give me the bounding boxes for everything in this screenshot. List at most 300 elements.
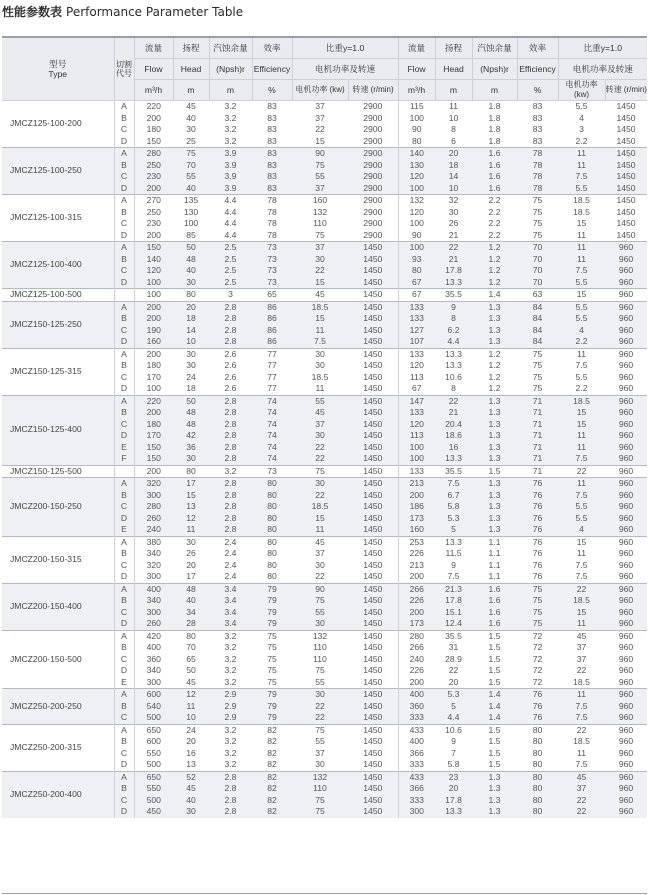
table-cell: B bbox=[114, 313, 134, 325]
table-cell: 2.8 bbox=[209, 325, 252, 337]
table-cell: 1450 bbox=[348, 395, 398, 407]
table-cell: 1.5 bbox=[472, 654, 517, 666]
table-cell: A bbox=[114, 689, 134, 701]
table-cell: 1450 bbox=[348, 242, 398, 254]
table-cell: 30 bbox=[173, 348, 209, 360]
table-cell: 11 bbox=[558, 618, 605, 630]
table-cell: 15 bbox=[292, 513, 348, 525]
table-cell: 80 bbox=[517, 806, 558, 818]
motor-left: 电机功率及转速 bbox=[292, 59, 398, 80]
table-cell: 200 bbox=[134, 465, 173, 478]
table-cell: 1.5 bbox=[472, 642, 517, 654]
table-cell: 45 bbox=[173, 783, 209, 795]
table-cell: 120 bbox=[398, 419, 435, 431]
table-cell: 63 bbox=[517, 289, 558, 302]
table-cell: 75 bbox=[292, 160, 348, 172]
table-cell: 2900 bbox=[348, 148, 398, 160]
table-cell: 75 bbox=[252, 665, 292, 677]
table-cell: 3.4 bbox=[209, 595, 252, 607]
table-cell: 11 bbox=[558, 478, 605, 490]
table-cell: 22 bbox=[435, 395, 472, 407]
table-cell: 2900 bbox=[348, 160, 398, 172]
table-cell: 1450 bbox=[348, 289, 398, 302]
table-cell: 1450 bbox=[348, 759, 398, 771]
table-row bbox=[2, 630, 647, 642]
table-cell: 1450 bbox=[605, 113, 647, 125]
table-cell: 77 bbox=[252, 348, 292, 360]
table-cell: 7.5 bbox=[558, 560, 605, 572]
table-cell: 4.4 bbox=[435, 712, 472, 724]
model-type: JMCZ250-200-315 bbox=[2, 724, 114, 771]
table-cell: 2.8 bbox=[209, 453, 252, 465]
table-cell: 1450 bbox=[348, 748, 398, 760]
table-cell: 960 bbox=[605, 301, 647, 313]
table-cell: 1450 bbox=[348, 419, 398, 431]
table-cell: 37 bbox=[558, 783, 605, 795]
table-cell: 74 bbox=[252, 419, 292, 431]
table-cell: 200 bbox=[398, 571, 435, 583]
table-cell: 22 bbox=[292, 571, 348, 583]
table-cell: 5.5 bbox=[558, 501, 605, 513]
table-cell: 22 bbox=[292, 124, 348, 136]
power-unit-left: 电机功率 (kw) bbox=[292, 80, 348, 101]
table-cell: 1.3 bbox=[472, 783, 517, 795]
table-cell: 55 bbox=[292, 736, 348, 748]
table-cell: 2900 bbox=[348, 207, 398, 219]
model-type: JMCZ250-200-250 bbox=[2, 689, 114, 725]
table-cell: 7 bbox=[435, 748, 472, 760]
table-cell: 79 bbox=[252, 595, 292, 607]
table-cell: 35.5 bbox=[435, 289, 472, 302]
table-cell: 6.7 bbox=[435, 490, 472, 502]
table-cell: 15.1 bbox=[435, 607, 472, 619]
table-cell: 1450 bbox=[605, 136, 647, 148]
table-cell: 40 bbox=[173, 265, 209, 277]
table-cell: 960 bbox=[605, 465, 647, 478]
table-cell: 280 bbox=[398, 630, 435, 642]
table-cell: 45 bbox=[173, 101, 209, 113]
table-cell: 5.5 bbox=[558, 513, 605, 525]
table-cell: 550 bbox=[134, 783, 173, 795]
table-cell: 76 bbox=[517, 478, 558, 490]
table-cell: 76 bbox=[517, 501, 558, 513]
table-cell: 960 bbox=[605, 277, 647, 289]
table-cell: 18 bbox=[435, 160, 472, 172]
table-cell: 78 bbox=[517, 183, 558, 195]
table-cell: 960 bbox=[605, 524, 647, 536]
table-cell: 2.8 bbox=[209, 313, 252, 325]
eff-cn-right: 效率 bbox=[517, 37, 558, 59]
flow-unit-left: m³/h bbox=[134, 80, 173, 101]
table-cell: 960 bbox=[605, 654, 647, 666]
table-cell: B bbox=[114, 736, 134, 748]
table-cell: 10 bbox=[173, 712, 209, 724]
table-cell: 84 bbox=[517, 336, 558, 348]
table-cell: 100 bbox=[398, 442, 435, 454]
table-cell: 132 bbox=[398, 195, 435, 207]
table-cell: E bbox=[114, 677, 134, 689]
table-cell: D bbox=[114, 136, 134, 148]
table-cell: 76 bbox=[517, 701, 558, 713]
table-cell: 90 bbox=[398, 124, 435, 136]
table-cell: 40 bbox=[173, 795, 209, 807]
table-cell: 5.5 bbox=[558, 101, 605, 113]
table-cell: 80 bbox=[252, 536, 292, 548]
model-type: JMCZ125-100-250 bbox=[2, 148, 114, 195]
table-cell: 78 bbox=[252, 218, 292, 230]
table-cell: 1450 bbox=[348, 571, 398, 583]
table-cell: 6.2 bbox=[435, 325, 472, 337]
table-cell: C bbox=[114, 372, 134, 384]
table-cell: 226 bbox=[398, 665, 435, 677]
table-cell: 960 bbox=[605, 348, 647, 360]
table-cell: 48 bbox=[173, 254, 209, 266]
table-cell: 160 bbox=[134, 336, 173, 348]
table-cell: C bbox=[114, 795, 134, 807]
table-cell: 1450 bbox=[605, 148, 647, 160]
table-cell: 960 bbox=[605, 325, 647, 337]
table-row bbox=[2, 689, 647, 701]
table-cell: 18.5 bbox=[558, 195, 605, 207]
table-cell: 86 bbox=[252, 313, 292, 325]
table-cell: 13.3 bbox=[435, 806, 472, 818]
table-cell: 75 bbox=[517, 372, 558, 384]
table-cell: 40 bbox=[173, 183, 209, 195]
table-cell: 75 bbox=[292, 724, 348, 736]
table-cell: 3.2 bbox=[209, 736, 252, 748]
table-cell: 200 bbox=[398, 607, 435, 619]
table-cell: 70 bbox=[173, 642, 209, 654]
table-cell: 960 bbox=[605, 560, 647, 572]
table-cell: 8 bbox=[435, 124, 472, 136]
eff-en-left: Efficiency bbox=[252, 59, 292, 80]
table-cell: 83 bbox=[517, 101, 558, 113]
table-cell: 133 bbox=[398, 407, 435, 419]
table-cell: 11 bbox=[558, 548, 605, 560]
table-cell: 15 bbox=[558, 419, 605, 431]
table-cell: 28.9 bbox=[435, 654, 472, 666]
table-cell: 3.9 bbox=[209, 183, 252, 195]
table-cell: 200 bbox=[398, 490, 435, 502]
speed-unit-left: 转速 (r/min) bbox=[348, 80, 398, 101]
table-cell: 5.5 bbox=[558, 183, 605, 195]
table-cell: 50 bbox=[173, 665, 209, 677]
table-cell: 22 bbox=[435, 665, 472, 677]
table-cell: 230 bbox=[134, 218, 173, 230]
table-cell: 1450 bbox=[348, 677, 398, 689]
table-cell: 340 bbox=[134, 665, 173, 677]
table-cell: 500 bbox=[134, 795, 173, 807]
table-cell: 30 bbox=[292, 360, 348, 372]
table-cell: 24 bbox=[173, 372, 209, 384]
table-cell: 84 bbox=[517, 325, 558, 337]
table-cell: 73 bbox=[252, 265, 292, 277]
table-cell: 80 bbox=[252, 560, 292, 572]
table-cell: 340 bbox=[134, 595, 173, 607]
table-row bbox=[2, 583, 647, 595]
table-cell: 1450 bbox=[348, 806, 398, 818]
table-cell: 360 bbox=[398, 701, 435, 713]
table-cell: 82 bbox=[252, 759, 292, 771]
table-cell: 260 bbox=[134, 618, 173, 630]
table-cell: 78 bbox=[517, 148, 558, 160]
table-cell: 7.5 bbox=[558, 360, 605, 372]
table-cell: 1450 bbox=[605, 183, 647, 195]
table-cell: 11 bbox=[292, 524, 348, 536]
table-cell: 79 bbox=[252, 618, 292, 630]
table-cell: 300 bbox=[134, 607, 173, 619]
table-cell: 20 bbox=[173, 736, 209, 748]
table-cell: 72 bbox=[517, 665, 558, 677]
table-cell: 2.8 bbox=[209, 336, 252, 348]
table-cell: A bbox=[114, 478, 134, 490]
table-cell: 1.3 bbox=[472, 325, 517, 337]
table-cell: 113 bbox=[398, 372, 435, 384]
table-cell: D bbox=[114, 336, 134, 348]
table-cell: 120 bbox=[134, 265, 173, 277]
table-cell: 2.5 bbox=[209, 254, 252, 266]
table-cell: 45 bbox=[558, 630, 605, 642]
table-cell: 30 bbox=[173, 806, 209, 818]
page-title bbox=[2, 3, 243, 20]
table-cell: 35.5 bbox=[435, 630, 472, 642]
table-cell: 86 bbox=[252, 325, 292, 337]
table-cell: 2.8 bbox=[209, 430, 252, 442]
table-cell: 82 bbox=[252, 736, 292, 748]
table-cell: 1.1 bbox=[472, 560, 517, 572]
table-cell: 22 bbox=[558, 806, 605, 818]
table-cell: 70 bbox=[517, 265, 558, 277]
power-unit-right: 电机功率 (kw) bbox=[558, 80, 605, 101]
table-cell: B bbox=[114, 360, 134, 372]
table-cell: E bbox=[114, 524, 134, 536]
table-cell: 960 bbox=[605, 595, 647, 607]
table-cell: 960 bbox=[605, 630, 647, 642]
flow-en-right: Flow bbox=[398, 59, 435, 80]
table-cell: 22 bbox=[558, 665, 605, 677]
table-cell: 366 bbox=[398, 748, 435, 760]
table-cell: 130 bbox=[398, 160, 435, 172]
table-cell: 2.8 bbox=[209, 301, 252, 313]
table-cell: 3.2 bbox=[209, 465, 252, 478]
table-cell: 86 bbox=[252, 301, 292, 313]
table-cell: 2900 bbox=[348, 171, 398, 183]
table-cell: 22 bbox=[292, 265, 348, 277]
flow-unit-right: m³/h bbox=[398, 80, 435, 101]
table-cell: 1450 bbox=[348, 712, 398, 724]
table-cell: 37 bbox=[292, 548, 348, 560]
table-cell: 24 bbox=[173, 724, 209, 736]
table-cell: 1450 bbox=[348, 795, 398, 807]
table-cell: 75 bbox=[292, 595, 348, 607]
table-cell: 1.2 bbox=[472, 348, 517, 360]
table-cell: C bbox=[114, 419, 134, 431]
table-cell: 1.3 bbox=[472, 524, 517, 536]
head-cn-right: 扬程 bbox=[435, 37, 472, 59]
table-cell: 35.5 bbox=[435, 465, 472, 478]
table-cell: 366 bbox=[398, 783, 435, 795]
table-cell: 3.2 bbox=[209, 654, 252, 666]
table-cell: 4.4 bbox=[209, 230, 252, 242]
table-cell: 4.4 bbox=[435, 336, 472, 348]
table-cell: 18.5 bbox=[558, 395, 605, 407]
npsh-cn-right: 汽蚀余量 bbox=[472, 37, 517, 59]
table-cell: 13.3 bbox=[435, 360, 472, 372]
table-cell: 2.6 bbox=[209, 360, 252, 372]
table-cell: 400 bbox=[398, 689, 435, 701]
table-cell: 30 bbox=[292, 478, 348, 490]
table-cell: 1450 bbox=[348, 442, 398, 454]
table-cell: 2.8 bbox=[209, 771, 252, 783]
table-cell: 2.8 bbox=[209, 501, 252, 513]
table-cell: 1450 bbox=[348, 524, 398, 536]
table-cell: 550 bbox=[134, 748, 173, 760]
table-cell: 960 bbox=[605, 453, 647, 465]
table-cell: 170 bbox=[134, 372, 173, 384]
table-cell: 5.8 bbox=[435, 501, 472, 513]
table-cell: 3.4 bbox=[209, 618, 252, 630]
table-cell: 13.3 bbox=[435, 277, 472, 289]
table-bottom-rule bbox=[2, 893, 647, 894]
table-cell: 16 bbox=[173, 748, 209, 760]
table-cell: 80 bbox=[517, 759, 558, 771]
table-cell: B bbox=[114, 642, 134, 654]
table-cell: 15 bbox=[292, 313, 348, 325]
table-cell: 960 bbox=[605, 665, 647, 677]
table-cell: 1450 bbox=[605, 207, 647, 219]
table-cell: 220 bbox=[134, 395, 173, 407]
table-cell: 1450 bbox=[348, 348, 398, 360]
table-cell: 17.8 bbox=[435, 795, 472, 807]
table-cell: 1450 bbox=[348, 313, 398, 325]
table-cell: 960 bbox=[605, 430, 647, 442]
table-cell: A bbox=[114, 101, 134, 113]
table-cell: 90 bbox=[398, 230, 435, 242]
table-cell: 1450 bbox=[348, 277, 398, 289]
table-cell: 22 bbox=[558, 795, 605, 807]
npsh-unit-left: m bbox=[209, 80, 252, 101]
table-cell: 2900 bbox=[348, 230, 398, 242]
table-cell: 2.6 bbox=[209, 383, 252, 395]
table-cell: 72 bbox=[517, 642, 558, 654]
table-cell: C bbox=[114, 171, 134, 183]
table-cell: 18.5 bbox=[292, 301, 348, 313]
table-cell: 12.4 bbox=[435, 618, 472, 630]
table-cell: B bbox=[114, 701, 134, 713]
table-cell: 213 bbox=[398, 478, 435, 490]
table-cell: 1450 bbox=[348, 595, 398, 607]
table-cell: 133 bbox=[398, 465, 435, 478]
table-cell: 4 bbox=[558, 113, 605, 125]
table-cell: 1450 bbox=[348, 783, 398, 795]
table-cell: 13 bbox=[173, 501, 209, 513]
speed-unit-right: 转速 (r/min) bbox=[605, 80, 647, 101]
table-cell: C bbox=[114, 607, 134, 619]
table-cell: 9 bbox=[435, 736, 472, 748]
table-cell: 7.5 bbox=[558, 701, 605, 713]
table-cell: 55 bbox=[292, 171, 348, 183]
table-cell: 40 bbox=[173, 595, 209, 607]
table-cell: 133 bbox=[398, 301, 435, 313]
table-cell: D bbox=[114, 230, 134, 242]
table-cell: 2.2 bbox=[558, 383, 605, 395]
table-cell: 80 bbox=[517, 795, 558, 807]
table-cell: 36 bbox=[173, 442, 209, 454]
table-cell: 12 bbox=[173, 689, 209, 701]
table-cell: B bbox=[114, 595, 134, 607]
table-cell: 75 bbox=[517, 595, 558, 607]
table-cell: 18.6 bbox=[435, 430, 472, 442]
table-cell: 1450 bbox=[348, 560, 398, 572]
head-unit-left: m bbox=[173, 80, 209, 101]
table-cell: 1.8 bbox=[472, 101, 517, 113]
table-cell: 15 bbox=[558, 289, 605, 302]
table-cell: 960 bbox=[605, 712, 647, 724]
table-cell: 2.2 bbox=[472, 230, 517, 242]
table-cell: 260 bbox=[134, 513, 173, 525]
npsh-unit-right: m bbox=[472, 80, 517, 101]
table-cell: 3 bbox=[558, 124, 605, 136]
table-cell: 45 bbox=[173, 677, 209, 689]
table-cell: D bbox=[114, 383, 134, 395]
table-cell: 21.3 bbox=[435, 583, 472, 595]
table-cell: 21 bbox=[435, 254, 472, 266]
table-cell: B bbox=[114, 783, 134, 795]
table-cell: 80 bbox=[252, 548, 292, 560]
table-cell: 15 bbox=[292, 277, 348, 289]
table-cell: 1450 bbox=[348, 536, 398, 548]
table-cell: 132 bbox=[292, 630, 348, 642]
table-cell: 3.2 bbox=[209, 665, 252, 677]
table-cell: 110 bbox=[292, 783, 348, 795]
table-cell: 226 bbox=[398, 595, 435, 607]
table-cell: 79 bbox=[252, 583, 292, 595]
table-cell: C bbox=[114, 560, 134, 572]
table-cell: 3.2 bbox=[209, 136, 252, 148]
table-cell: 400 bbox=[134, 642, 173, 654]
table-cell: 18.5 bbox=[558, 677, 605, 689]
table-cell: 83 bbox=[517, 124, 558, 136]
table-cell: 160 bbox=[398, 524, 435, 536]
table-cell: 5 bbox=[435, 524, 472, 536]
table-cell: 280 bbox=[134, 148, 173, 160]
table-cell: 2.9 bbox=[209, 689, 252, 701]
eff-unit-right: % bbox=[517, 80, 558, 101]
table-cell: 2900 bbox=[348, 136, 398, 148]
table-cell: 1450 bbox=[348, 254, 398, 266]
table-cell: 400 bbox=[398, 736, 435, 748]
model-type: JMCZ200-150-500 bbox=[2, 630, 114, 689]
head-en-right: Head bbox=[435, 59, 472, 80]
table-cell: 960 bbox=[605, 289, 647, 302]
table-cell: 1.3 bbox=[472, 501, 517, 513]
table-cell: 1450 bbox=[348, 642, 398, 654]
table-cell: 74 bbox=[252, 442, 292, 454]
table-cell: 48 bbox=[173, 583, 209, 595]
table-cell: 11 bbox=[292, 325, 348, 337]
table-cell: 4.4 bbox=[209, 207, 252, 219]
table-cell: 3.2 bbox=[209, 677, 252, 689]
table-cell: 70 bbox=[173, 160, 209, 172]
table-cell: 3.9 bbox=[209, 160, 252, 172]
table-cell: 1450 bbox=[348, 360, 398, 372]
table-cell: 1.2 bbox=[472, 360, 517, 372]
table-cell: 73 bbox=[252, 242, 292, 254]
table-cell: 360 bbox=[134, 654, 173, 666]
table-cell: 1.3 bbox=[472, 478, 517, 490]
table-cell: 30 bbox=[173, 453, 209, 465]
table-cell: 14 bbox=[173, 325, 209, 337]
